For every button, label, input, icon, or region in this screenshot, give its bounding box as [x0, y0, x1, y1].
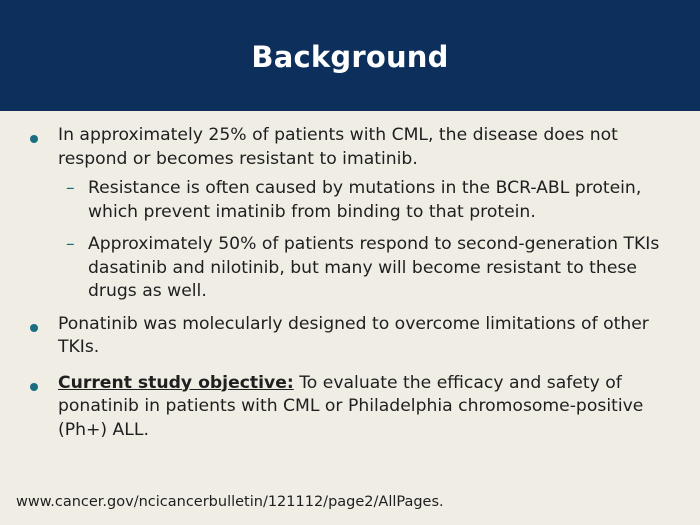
bullet-list	[0, 124, 700, 442]
bullet-text: To evaluate the efficacy and safety of ponatinib in patients with CML or Philadelphia chromosome-positive (Ph+) ALL.	[58, 372, 644, 440]
bullet-item	[0, 313, 700, 360]
sub-bullet-item	[0, 233, 700, 304]
slide-title: Background	[251, 40, 449, 74]
dash-icon: –	[66, 234, 75, 254]
sub-bullet-item	[0, 177, 700, 224]
dash-icon: –	[66, 178, 75, 198]
bullet-text: In approximately 25% of patients with CML, the disease does not respond or becomes resistant to imatinib.	[58, 125, 618, 169]
bullet-dot-icon	[30, 324, 38, 332]
sub-bullet-text: Approximately 50% of patients respond to second-generation TKIs dasatinib and nilotinib, but many will become resistant to these drugs as well.	[88, 234, 660, 301]
bullet-text: Ponatinib was molecularly designed to overcome limitations of other TKIs.	[58, 313, 649, 357]
sub-bullet-text: Resistance is often caused by mutations in the BCR-ABL protein, which prevent imatinib from binding to that protein.	[88, 178, 642, 222]
title-banner	[0, 0, 700, 111]
bullet-dot-icon	[30, 135, 38, 143]
source-citation: www.cancer.gov/ncicancerbulletin/121112/page2/AllPages.	[16, 494, 444, 510]
objective-label: Current study objective:	[58, 372, 294, 393]
bullet-item	[0, 372, 700, 443]
bullet-dot-icon	[30, 383, 38, 391]
bullet-item	[0, 124, 700, 171]
